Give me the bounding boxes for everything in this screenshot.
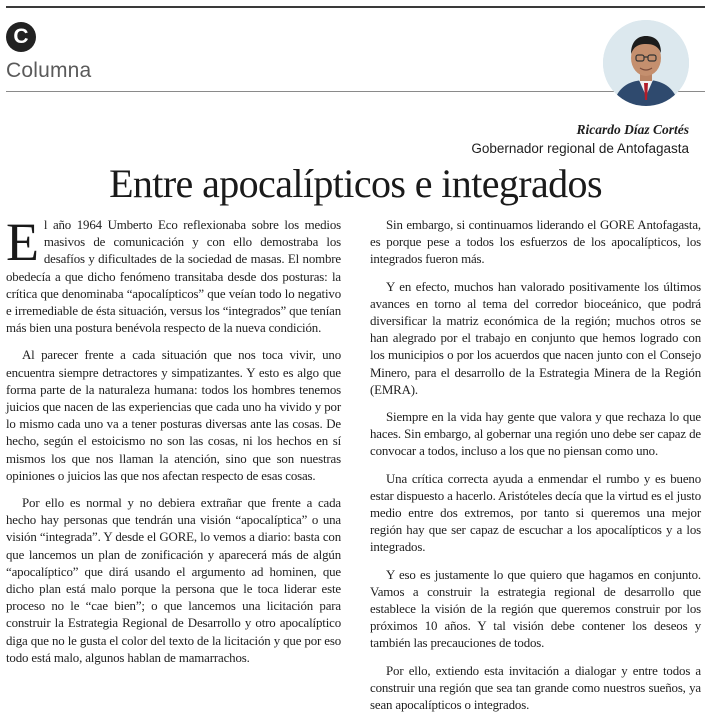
paragraph: Por ello, extiendo esta invitación a dialogar y entre todos a construir una región que sea tan grande como nuestros sueños, ya sean apocalípticos o integrados. [370, 663, 701, 713]
section-title: Columna [6, 59, 92, 82]
author-photo [603, 20, 689, 106]
paragraph: Y eso es justamente lo que quiero que hagamos en conjunto. Vamos a construir la estrategia regional de desarrollo que establece la visión de la región que queremos construir por los próximos 10 años. Y tal visión debe contener los deseos y también las precauciones de todos. [370, 567, 701, 651]
article-column-right [370, 217, 701, 724]
drop-cap: E [6, 212, 39, 272]
paragraph: Al parecer frente a cada situación que nos toca vivir, uno encuentra siempre detractores y simpatizantes. Y esto es algo que forma parte de la naturaleza humana: todos los hombres tenemos juicios que nacen de las experiencias que cada uno ha vivido y por lo mismo cada uno va a tener posturas diversas ante las cosas. De hecho, según el estoicismo no son las cosas, ni los hechos en sí mismos los que nos llaman la atención, sino que son nuestras opiniones o juicios las que nos afectan respecto de esas cosas. [6, 348, 341, 483]
section-divider [6, 91, 705, 92]
paragraph: Sin embargo, si continuamos liderando el GORE Antofagasta, es porque pese a todos los esfuerzos de los apocalípticos, los integrados fueron más. [370, 218, 701, 267]
author-portrait-illustration [603, 20, 689, 106]
paragraph: Y en efecto, muchos han valorado positivamente los últimos avances en torno al tema del corredor bioceánico, que podrá diversificar la matriz económica de la región; muchos otros se han alegrado por el trabajo en conjunto que hemos logrado con los municipios o por los acuerdos que nacen junto con el Consejo Minero, para el desarrollo de la Estrategia Minera de la Región (EMRA). [370, 279, 701, 397]
author-name: Ricardo Díaz Cortés [576, 122, 689, 137]
section-badge: C [6, 22, 36, 52]
paragraph: Siempre en la vida hay gente que valora y que rechaza lo que haces. Sin embargo, al gobernar una región uno debe ser capaz de convocar a todos, incluso a los que no piensan como uno. [370, 410, 701, 459]
headline: Entre apocalípticos e integrados [109, 161, 602, 206]
article-column-left [6, 212, 341, 677]
author-byline [471, 120, 689, 158]
top-rule [6, 6, 705, 8]
paragraph: El año 1964 Umberto Eco reflexionaba sobre los medios masivos de comunicación y con ello demostraba los desafíos y dificultades de la sociedad de masas. El nombre obedecía a que dicho fenómeno transitaba desde dos posturas: la crítica que denominaba “apocalípticos” que veían todo lo negativo e irremediable de ésta situación, versus los “integrados” que tenían más bien una postura benévola respecto de la nueva condición. [6, 212, 341, 336]
author-role: Gobernador regional de Antofagasta [471, 141, 689, 156]
paragraph: Una crítica correcta ayuda a enmendar el rumbo y es bueno estar dispuesto a hacerlo. Aristóteles decía que la virtud es el justo medio entre dos extremos, por tanto si queremos una mejor región hay que ser capaz de escuchar a los apocalípticos y a los integrados. [370, 471, 702, 555]
paragraph: Por ello es normal y no debiera extrañar que frente a cada hecho hay personas que tendrán una visión “apocalíptica” o una visión “integrada”. Y desde el GORE, lo vemos a diario: basta con que lancemos un plan de zonificación y aparecerá más de algún “apocalíptico” que dirá usando el argumento ad hominen, que dicho plan está malo porque la persona que le toca liderar este proceso no le “cae bien”; o que lancemos una licitación para construir la Estrategia Regional de Desarrollo y otro apocalíptico diga que no le gusta el color del texto de la licitación y que por eso todo está malo, algunos hablan de mamarrachos. [6, 496, 341, 665]
